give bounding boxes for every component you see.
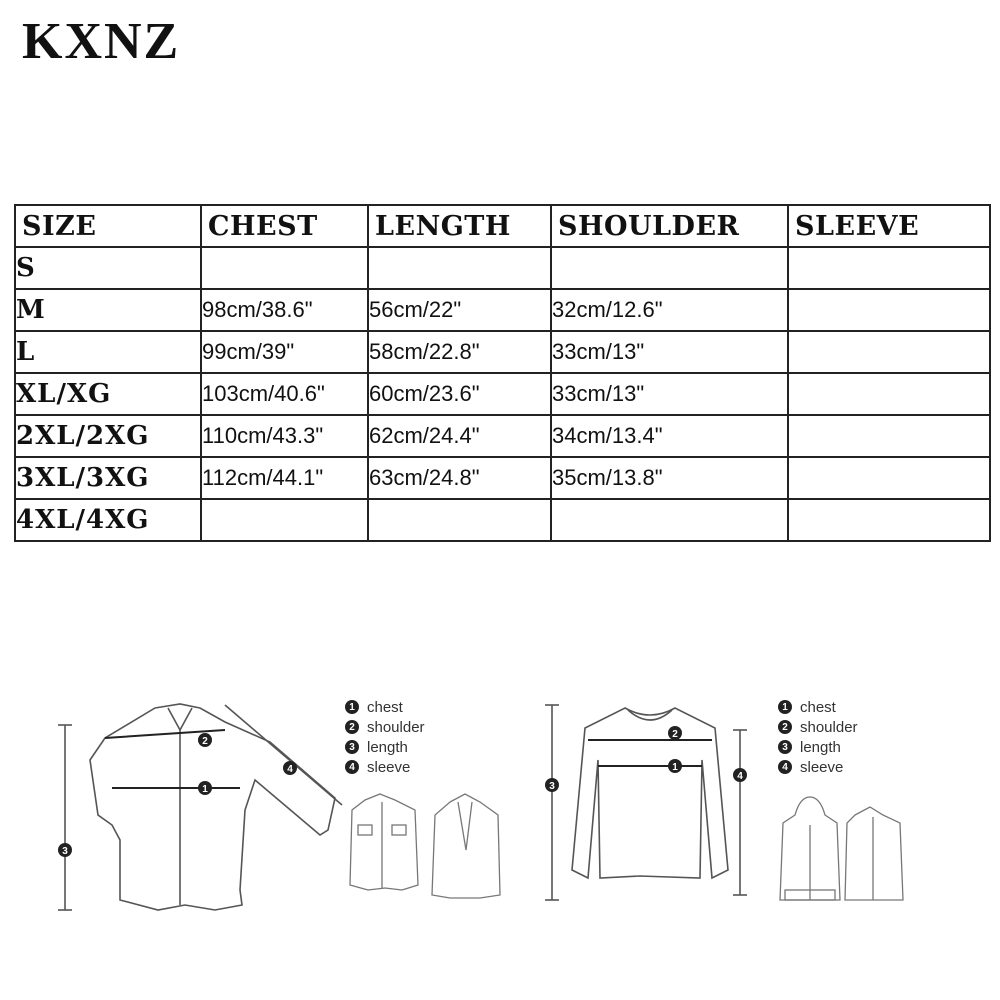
shoulder-cell: 33cm/13" bbox=[551, 331, 788, 373]
svg-text:3: 3 bbox=[549, 781, 555, 792]
table-row bbox=[15, 415, 990, 457]
legend-item bbox=[778, 737, 858, 757]
size-cell: L bbox=[15, 331, 201, 373]
brand-logo: KXNZ bbox=[22, 13, 181, 70]
legend-item bbox=[345, 757, 425, 777]
header-shoulder: SHOULDER bbox=[551, 205, 788, 247]
hoodie-cardigan-sketch-icons bbox=[765, 795, 925, 915]
svg-text:1: 1 bbox=[672, 762, 678, 773]
legend-label: length bbox=[367, 738, 408, 756]
legend-label: length bbox=[800, 738, 841, 756]
header-sleeve: SLEEVE bbox=[788, 205, 990, 247]
sleeve-cell bbox=[788, 331, 990, 373]
header-chest: CHEST bbox=[201, 205, 368, 247]
legend-item bbox=[778, 717, 858, 737]
table-row bbox=[15, 289, 990, 331]
length-cell: 56cm/22" bbox=[368, 289, 551, 331]
size-chart-table bbox=[14, 204, 991, 542]
svg-text:2: 2 bbox=[202, 736, 208, 747]
chest-cell: 98cm/38.6" bbox=[201, 289, 368, 331]
jacket-sketch-icons bbox=[340, 790, 510, 910]
table-row bbox=[15, 499, 990, 541]
shoulder-cell: 33cm/13" bbox=[551, 373, 788, 415]
table-row bbox=[15, 457, 990, 499]
sleeve-cell bbox=[788, 289, 990, 331]
size-cell: 3XL/3XG bbox=[15, 457, 201, 499]
chest-cell: 110cm/43.3" bbox=[201, 415, 368, 457]
svg-text:4: 4 bbox=[737, 771, 743, 782]
chest-cell: 99cm/39" bbox=[201, 331, 368, 373]
shoulder-cell bbox=[551, 499, 788, 541]
sleeve-cell bbox=[788, 247, 990, 289]
legend-number: 2 bbox=[778, 720, 792, 734]
table-row bbox=[15, 331, 990, 373]
chest-cell bbox=[201, 499, 368, 541]
table-header-row bbox=[15, 205, 990, 247]
legend-number: 1 bbox=[345, 700, 359, 714]
legend-right bbox=[778, 697, 858, 777]
header-length: LENGTH bbox=[368, 205, 551, 247]
legend-label: shoulder bbox=[800, 718, 858, 736]
chest-cell: 103cm/40.6" bbox=[201, 373, 368, 415]
svg-text:4: 4 bbox=[287, 764, 293, 775]
shoulder-cell bbox=[551, 247, 788, 289]
legend-left bbox=[345, 697, 425, 777]
sleeve-cell bbox=[788, 457, 990, 499]
shoulder-cell: 34cm/13.4" bbox=[551, 415, 788, 457]
length-cell: 58cm/22.8" bbox=[368, 331, 551, 373]
shirt-measurement-diagram bbox=[50, 700, 350, 930]
legend-number: 1 bbox=[778, 700, 792, 714]
sleeve-cell bbox=[788, 499, 990, 541]
length-cell bbox=[368, 247, 551, 289]
legend-item bbox=[778, 757, 858, 777]
legend-number: 3 bbox=[345, 740, 359, 754]
legend-number: 4 bbox=[345, 760, 359, 774]
size-cell: 2XL/2XG bbox=[15, 415, 201, 457]
svg-text:2: 2 bbox=[672, 729, 678, 740]
sleeve-cell bbox=[788, 415, 990, 457]
size-cell: M bbox=[15, 289, 201, 331]
legend-number: 3 bbox=[778, 740, 792, 754]
size-cell: XL/XG bbox=[15, 373, 201, 415]
legend-item bbox=[345, 737, 425, 757]
sweater-measurement-diagram bbox=[540, 700, 760, 910]
legend-number: 4 bbox=[778, 760, 792, 774]
legend-label: sleeve bbox=[800, 758, 844, 776]
chest-cell bbox=[201, 247, 368, 289]
legend-number: 2 bbox=[345, 720, 359, 734]
legend-label: chest bbox=[367, 698, 403, 716]
length-cell: 62cm/24.4" bbox=[368, 415, 551, 457]
shoulder-cell: 35cm/13.8" bbox=[551, 457, 788, 499]
table-row bbox=[15, 373, 990, 415]
legend-item bbox=[345, 717, 425, 737]
sleeve-cell bbox=[788, 373, 990, 415]
legend-item bbox=[778, 697, 858, 717]
legend-label: chest bbox=[800, 698, 836, 716]
header-size: SIZE bbox=[15, 205, 201, 247]
legend-label: sleeve bbox=[367, 758, 411, 776]
length-cell: 63cm/24.8" bbox=[368, 457, 551, 499]
legend-item bbox=[345, 697, 425, 717]
size-cell: S bbox=[15, 247, 201, 289]
shoulder-cell: 32cm/12.6" bbox=[551, 289, 788, 331]
size-cell: 4XL/4XG bbox=[15, 499, 201, 541]
table-row bbox=[15, 247, 990, 289]
svg-text:3: 3 bbox=[62, 846, 68, 857]
length-cell: 60cm/23.6" bbox=[368, 373, 551, 415]
legend-label: shoulder bbox=[367, 718, 425, 736]
length-cell bbox=[368, 499, 551, 541]
chest-cell: 112cm/44.1" bbox=[201, 457, 368, 499]
svg-text:1: 1 bbox=[202, 784, 208, 795]
